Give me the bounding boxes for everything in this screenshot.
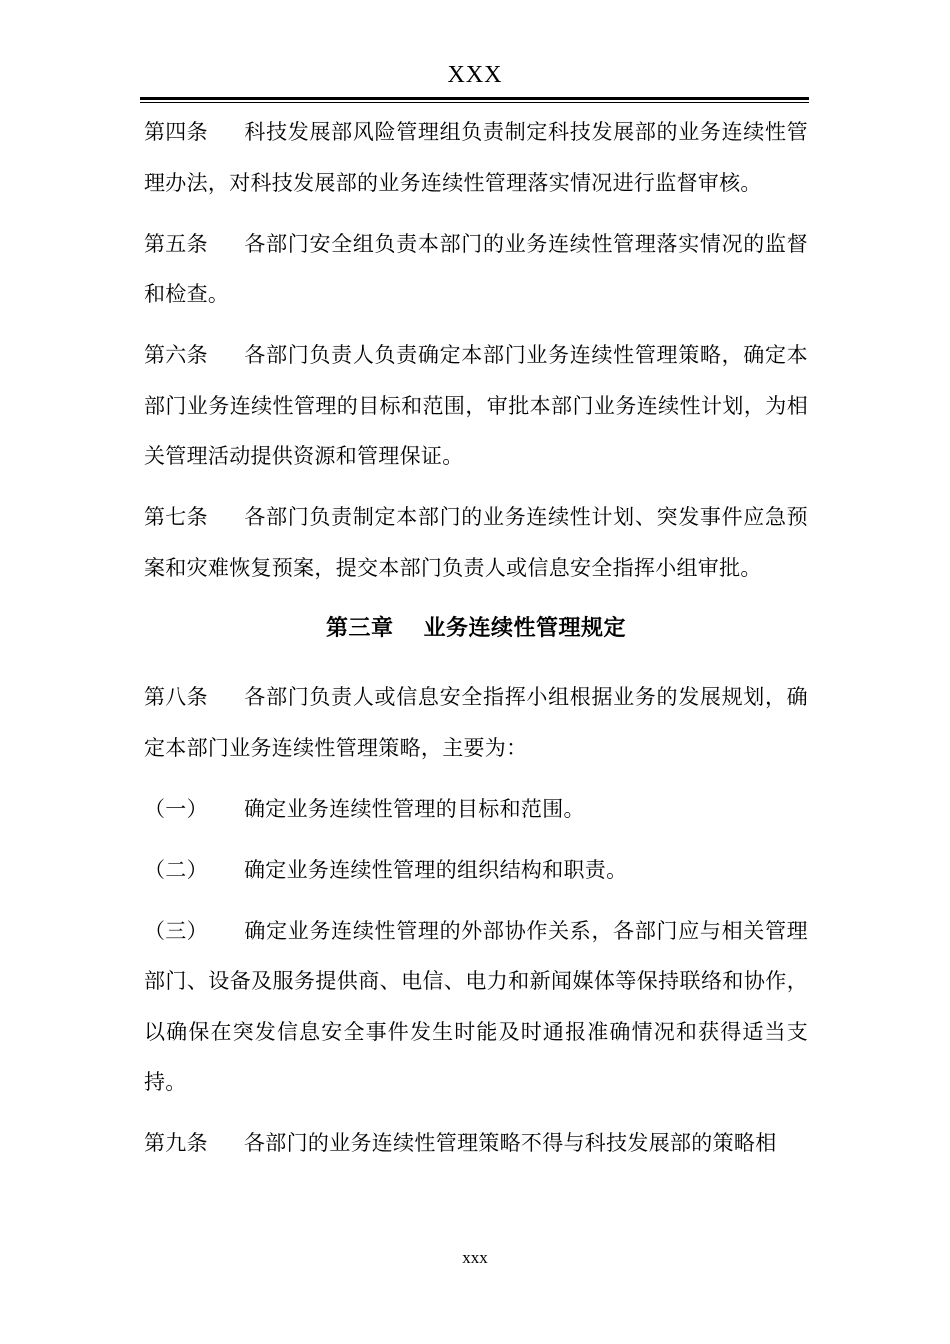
- header-rule-thin: [140, 102, 809, 103]
- article-text: 各部门的业务连续性管理策略不得与科技发展部的策略相: [244, 1131, 777, 1155]
- article-5: [144, 219, 808, 320]
- item-label: （三）: [144, 918, 208, 943]
- article-text: 科技发展部风险管理组负责制定科技发展部的业务连续性管理办法，对科技发展部的业务连续性管理落实情况进行监督审核。: [144, 120, 808, 195]
- article-text: 各部门负责人或信息安全指挥小组根据业务的发展规划，确定本部门业务连续性管理策略，主要为：: [144, 685, 808, 760]
- item-label: （二）: [144, 857, 208, 882]
- article-label: 第八条: [144, 685, 208, 709]
- item-text: 确定业务连续性管理的组织结构和职责。: [244, 857, 628, 882]
- item-1: [144, 784, 808, 835]
- article-8: [144, 672, 808, 773]
- article-text: 各部门负责制定本部门的业务连续性计划、突发事件应急预案和灾难恢复预案，提交本部门负责人或信息安全指挥小组审批。: [144, 505, 808, 580]
- item-text: 确定业务连续性管理的目标和范围。: [244, 796, 585, 821]
- chapter-heading: [144, 604, 808, 655]
- article-label: 第九条: [144, 1131, 208, 1155]
- chapter-number: 第三章: [325, 615, 394, 641]
- article-label: 第六条: [144, 343, 208, 367]
- article-text: 各部门负责人负责确定本部门业务连续性管理策略，确定本部门业务连续性管理的目标和范围，审批本部门业务连续性计划，为相关管理活动提供资源和管理保证。: [144, 343, 808, 468]
- item-3: [144, 906, 808, 1108]
- chapter-title: 业务连续性管理规定: [423, 615, 627, 641]
- item-2: [144, 845, 808, 896]
- article-4: [144, 107, 808, 208]
- article-label: 第四条: [144, 120, 208, 144]
- article-6: [144, 330, 808, 482]
- footer-text: xxx: [462, 1248, 488, 1267]
- article-label: 第五条: [144, 231, 208, 256]
- article-text: 各部门安全组负责本部门的业务连续性管理落实情况的监督和检查。: [144, 231, 808, 306]
- header-title: XXX: [447, 62, 503, 88]
- article-label: 第七条: [144, 505, 208, 529]
- item-label: （一）: [144, 796, 208, 821]
- article-7: [144, 492, 808, 593]
- item-text: 确定业务连续性管理的外部协作关系，各部门应与相关管理部门、设备及服务提供商、电信、电力和新闻媒体等保持联络和协作，以确保在突发信息安全事件发生时能及时通报准确情况和获得适当支持。: [144, 918, 808, 1094]
- document-body: [144, 107, 808, 1179]
- header-rule-thick: [140, 97, 809, 100]
- article-9: [144, 1118, 808, 1169]
